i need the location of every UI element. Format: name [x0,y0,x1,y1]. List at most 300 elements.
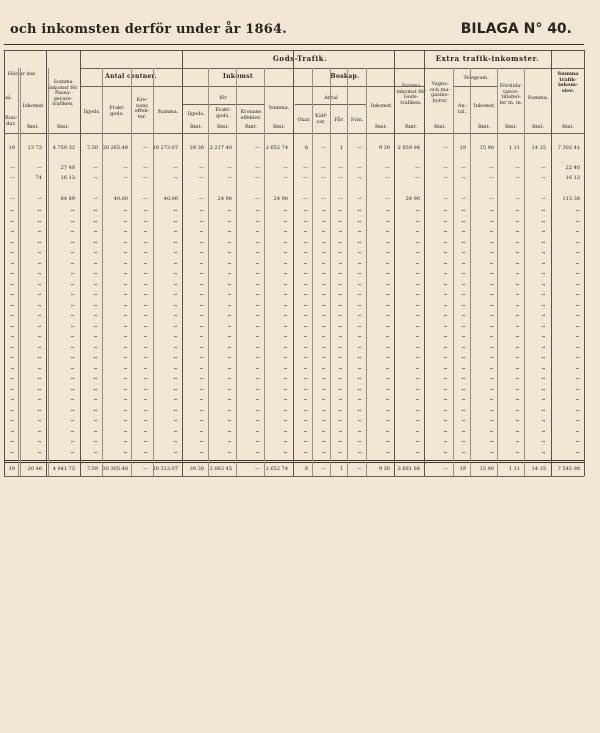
dash-mark [416,294,419,295]
dash-mark [11,284,14,285]
table-cell: — [10,165,15,171]
dash-mark [386,368,389,369]
dash-mark [490,378,493,379]
table-cell: — [143,196,148,202]
column-rule [424,50,425,476]
total-cell: 7 545 98 [557,466,580,472]
table-cell: — [357,145,362,151]
dash-mark [490,315,493,316]
dash-mark [444,431,447,432]
group-gods-trafik: Gods-Trafik. [272,54,328,63]
dash-mark [576,441,579,442]
dash-mark [416,305,419,306]
dash-mark [228,221,231,222]
dash-mark [94,368,97,369]
dash-mark [200,368,203,369]
table-cell: 4 750 32 [52,145,75,151]
table-cell: 74 [35,175,42,181]
dash-mark [71,263,74,264]
dash-mark [144,378,147,379]
dash-mark [174,410,177,411]
dash-mark [576,347,579,348]
dash-mark [322,284,325,285]
dash-mark [386,221,389,222]
col-rmt-c: Rmt. [189,124,203,130]
total-cell: 39 30 [189,466,204,472]
dash-mark [358,441,361,442]
group-extra-trafik: Extra trafik-inkomster. [435,54,540,63]
table-cell: — [489,175,494,181]
dash-mark [71,284,74,285]
table-cell: — [173,165,178,171]
dash-mark [339,368,342,369]
column-rule [293,50,294,476]
group-boskap: Boskap. [330,73,360,80]
dash-mark [358,368,361,369]
dash-mark [416,399,419,400]
dash-mark [200,420,203,421]
dash-mark [516,315,519,316]
dash-mark [256,210,259,211]
dash-mark [304,305,307,306]
table-cell: — [93,196,98,202]
table-cell: 40.00 [163,196,178,202]
dash-mark [444,252,447,253]
dash-mark [444,378,447,379]
dash-mark [322,420,325,421]
dash-mark [416,410,419,411]
dash-mark [322,389,325,390]
col-far: Får. [334,117,344,123]
dash-mark [304,357,307,358]
table-cell: — [37,165,42,171]
dash-mark [38,221,41,222]
dash-mark [416,263,419,264]
dash-mark [228,263,231,264]
dash-mark [174,242,177,243]
dash-mark [416,378,419,379]
dash-mark [304,441,307,442]
dash-mark [284,305,287,306]
dash-mark [228,410,231,411]
dash-mark [144,221,147,222]
dash-mark [416,221,419,222]
dash-mark [71,410,74,411]
col-kronans: Kro-nans effek-ter. [134,97,150,120]
table-cell: — [143,145,148,151]
dash-mark [490,336,493,337]
dash-mark [542,378,545,379]
dash-mark [94,441,97,442]
table-cell: — [255,175,260,181]
dash-mark [94,410,97,411]
dash-mark [576,231,579,232]
dash-mark [94,284,97,285]
column-rule [394,50,395,476]
dash-mark [256,221,259,222]
column-rule [80,50,81,476]
table-cell: 1 [339,145,343,151]
dash-mark [144,242,147,243]
dash-mark [124,221,127,222]
dash-mark [490,284,493,285]
table-cell: — [515,175,520,181]
dash-mark [38,347,41,348]
col-summa-trafik: Summa trafik-inkom-ster. [557,71,579,94]
col-fraktgods-ink: Frakt-gods. [215,107,231,119]
dash-mark [11,452,14,453]
dash-mark [462,263,465,264]
total-cell: 2 652 74 [265,466,288,472]
dash-mark [38,336,41,337]
table-cell: — [283,165,288,171]
dash-mark [200,336,203,337]
dash-mark [256,294,259,295]
dash-mark [576,431,579,432]
dash-mark [542,221,545,222]
dash-mark [516,347,519,348]
table-cell: — [255,145,260,151]
dash-mark [144,210,147,211]
table-cell: — [461,196,466,202]
dash-mark [304,389,307,390]
dash-mark [256,420,259,421]
dash-mark [200,347,203,348]
table-cell: — [123,175,128,181]
dash-mark [339,221,342,222]
dash-mark [144,410,147,411]
dash-mark [284,221,287,222]
dash-mark [124,326,127,327]
dash-mark [94,294,97,295]
dash-mark [144,420,147,421]
table-cell: 2 652 74 [265,145,288,151]
dash-mark [304,420,307,421]
total-cell: 6 [304,466,308,472]
dash-mark [516,252,519,253]
dash-mark [71,315,74,316]
dash-mark [416,357,419,358]
dash-mark [124,399,127,400]
table-cell: — [93,175,98,181]
dash-mark [38,210,41,211]
dash-mark [304,210,307,211]
column-rule [453,68,454,476]
dash-mark [542,389,545,390]
dash-mark [358,210,361,211]
total-cell: 19 [459,466,466,472]
table-cell: — [357,175,362,181]
dash-mark [71,210,74,211]
dash-mark [444,221,447,222]
column-rule [102,68,103,476]
dash-mark [71,326,74,327]
label-antal: Antal [324,95,338,101]
dash-mark [144,326,147,327]
dash-mark [144,347,147,348]
dash-mark [490,357,493,358]
dash-mark [284,452,287,453]
dash-mark [228,378,231,379]
dash-mark [124,315,127,316]
column-rule [347,68,348,476]
dash-mark [284,431,287,432]
total-cell: — [443,466,448,472]
table-cell: 113 38 [562,196,580,202]
table-cell: 19 [8,145,15,151]
dash-mark [462,336,465,337]
dash-mark [71,305,74,306]
total-cell: 19 [8,466,15,472]
table-cell: — [461,165,466,171]
dash-mark [416,347,419,348]
dash-mark [339,252,342,253]
table-cell: — [321,196,326,202]
dash-mark [94,210,97,211]
table-cell: — [357,196,362,202]
total-cell: — [143,466,148,472]
dash-mark [256,357,259,358]
table-cell: — [515,165,520,171]
table-cell: — [10,196,15,202]
dash-mark [174,399,177,400]
column-rule [366,68,367,476]
dash-mark [542,252,545,253]
dash-mark [386,294,389,295]
dash-mark [256,389,259,390]
dash-mark [304,263,307,264]
table-cell: 15 90 [479,145,494,151]
dash-mark [11,336,14,337]
dash-mark [444,242,447,243]
dash-mark [94,305,97,306]
dash-mark [124,273,127,274]
dash-mark [490,431,493,432]
dash-mark [304,273,307,274]
col-rmt-l: Rmt. [531,124,545,130]
dash-mark [416,441,419,442]
table-cell: — [93,165,98,171]
dash-mark [462,326,465,327]
dash-mark [576,242,579,243]
table-cell: — [321,145,326,151]
dash-mark [462,357,465,358]
dash-mark [304,315,307,316]
dash-mark [358,357,361,358]
col-kronans-ink: Kronans effekter. [240,109,262,121]
dash-mark [542,357,545,358]
dash-mark [416,315,419,316]
dash-mark [462,305,465,306]
dash-mark [11,431,14,432]
dash-mark [322,242,325,243]
dash-mark [444,357,447,358]
dash-mark [542,210,545,211]
column-rule [18,68,19,476]
dash-mark [339,399,342,400]
dash-mark [256,378,259,379]
rule-h1 [80,68,585,69]
dash-mark [462,273,465,274]
dash-mark [174,263,177,264]
dash-mark [144,231,147,232]
dash-mark [322,399,325,400]
dash-mark [228,252,231,253]
total-cell: 9 30 [378,466,390,472]
dash-mark [490,420,493,421]
dash-mark [444,326,447,327]
dash-mark [256,231,259,232]
dash-mark [228,389,231,390]
dash-mark [38,326,41,327]
col-fraktgods: Frakt-gods. [109,105,125,117]
dash-mark [444,273,447,274]
dash-mark [38,242,41,243]
dash-mark [256,452,259,453]
dash-mark [386,420,389,421]
dash-mark [542,315,545,316]
dash-mark [462,347,465,348]
dash-mark [174,368,177,369]
dash-mark [339,452,342,453]
dash-mark [444,347,447,348]
dash-mark [11,231,14,232]
dash-mark [200,294,203,295]
dash-mark [11,368,14,369]
dash-mark [358,452,361,453]
table-cell: — [199,175,204,181]
table-cell: — [443,165,448,171]
dash-mark [462,431,465,432]
dash-mark [416,452,419,453]
table-cell: — [385,196,390,202]
dash-mark [358,336,361,337]
col-inkomst-a: Inkomst [22,103,44,109]
dash-mark [71,420,74,421]
dash-mark [386,378,389,379]
dash-mark [174,336,177,337]
dash-mark [71,336,74,337]
dash-mark [11,410,14,411]
dash-mark [124,231,127,232]
col-rmt-f: Rmt. [272,124,286,130]
dash-mark [284,210,287,211]
dash-mark [542,263,545,264]
dash-mark [200,357,203,358]
dash-mark [542,305,545,306]
col-summa-extra: Summa. [527,95,549,101]
dash-mark [94,357,97,358]
dash-mark [322,231,325,232]
dash-mark [38,441,41,442]
dash-mark [256,315,259,316]
dash-mark [11,263,14,264]
dash-mark [304,378,307,379]
dash-mark [256,263,259,264]
dash-mark [386,347,389,348]
table-cell: 40.00 [113,196,128,202]
dash-mark [144,431,147,432]
dash-mark [516,368,519,369]
dash-mark [71,242,74,243]
dash-mark [462,441,465,442]
dash-mark [576,273,579,274]
dash-mark [284,242,287,243]
dash-mark [124,336,127,337]
total-cell: 20 46 [27,466,42,472]
dash-mark [11,305,14,306]
dash-mark [462,410,465,411]
table-cell: — [385,165,390,171]
dash-mark [228,357,231,358]
dash-mark [228,273,231,274]
dash-mark [284,315,287,316]
dash-mark [516,441,519,442]
dash-mark [339,420,342,421]
dash-mark [490,221,493,222]
column-rule [20,68,21,476]
dash-mark [124,452,127,453]
dash-mark [11,242,14,243]
dash-mark [174,378,177,379]
dash-mark [284,410,287,411]
dash-mark [174,315,177,316]
dash-mark [490,347,493,348]
dash-mark [358,347,361,348]
dash-mark [200,242,203,243]
dash-mark [174,284,177,285]
dash-mark [94,378,97,379]
table-cell: — [461,175,466,181]
dash-mark [322,326,325,327]
dash-mark [386,231,389,232]
dash-mark [516,273,519,274]
dash-mark [174,347,177,348]
dash-mark [322,452,325,453]
col-vagns: Vagns- och ma-gasins-hyror. [429,81,451,104]
dash-mark [94,273,97,274]
table-cell: 13 73 [27,145,42,151]
col-summa-centner: Summa. [157,109,179,115]
col-rmt-b: Rmt. [56,124,70,130]
dash-mark [490,273,493,274]
table-cell: — [37,196,42,202]
group-inkomst: Inkomst [223,73,253,80]
dash-mark [516,431,519,432]
table-cell: — [143,175,148,181]
dash-mark [516,357,519,358]
table-cell: 39 30 [189,145,204,151]
dash-mark [516,378,519,379]
dash-mark [416,336,419,337]
dash-mark [200,441,203,442]
table-cell: 16 13 [60,175,75,181]
dash-mark [304,326,307,327]
dash-mark [462,242,465,243]
dash-mark [386,441,389,442]
dash-mark [174,231,177,232]
table-cell: 24 90 [405,196,420,202]
dash-mark [444,263,447,264]
dash-mark [576,336,579,337]
dash-mark [124,263,127,264]
dash-mark [490,410,493,411]
top-rule [4,44,584,45]
table-cell: 27 40 [60,165,75,171]
dash-mark [358,252,361,253]
dash-mark [144,294,147,295]
dash-mark [339,326,342,327]
